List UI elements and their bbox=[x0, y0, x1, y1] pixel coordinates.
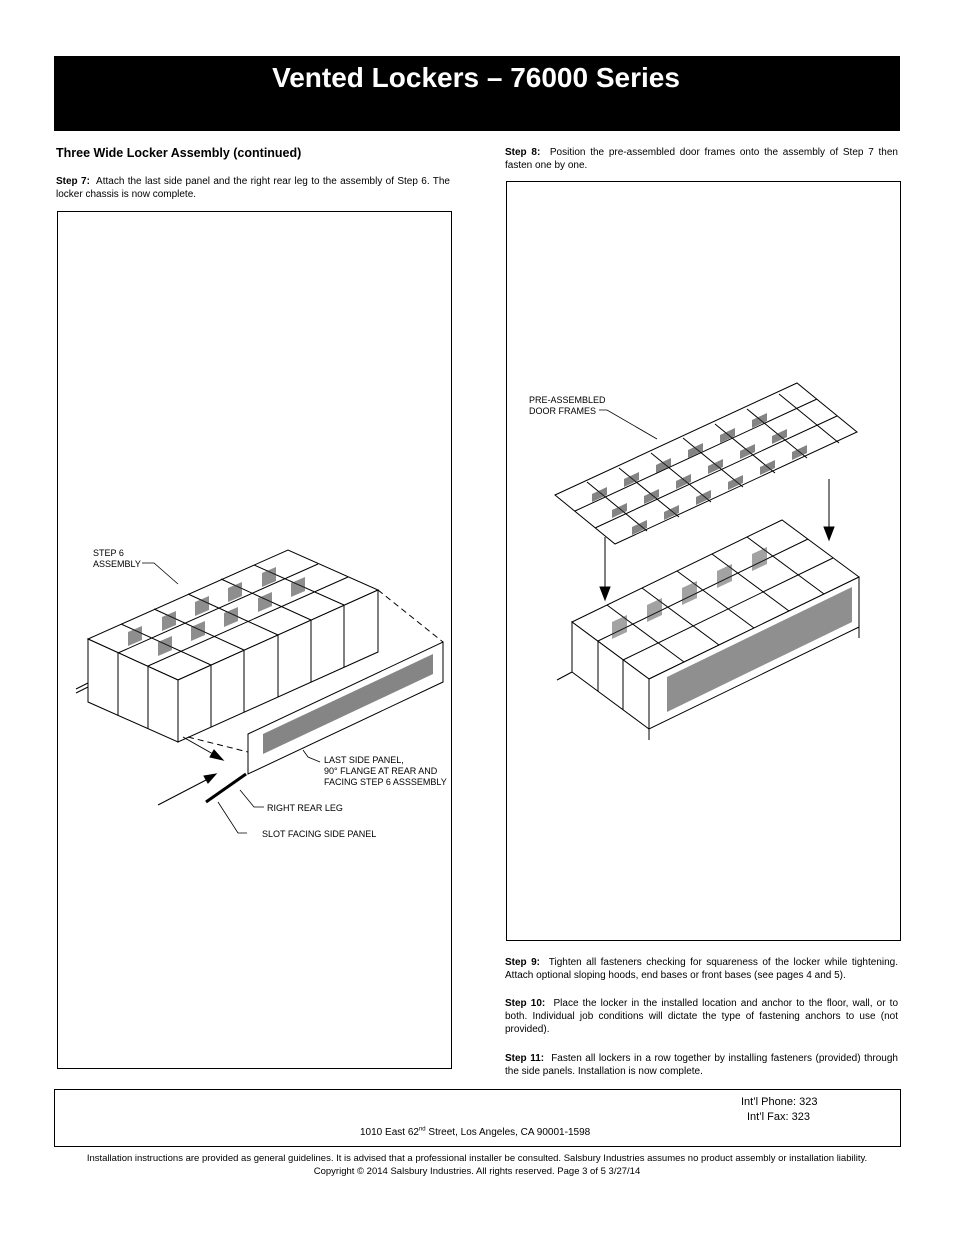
step-7-label: Step 7: bbox=[56, 176, 90, 187]
step-8 bbox=[505, 146, 898, 172]
intl-phone: Int’l Phone: 323 bbox=[741, 1096, 818, 1108]
step8-assembly-drawing bbox=[507, 182, 900, 940]
step-10 bbox=[505, 997, 898, 1036]
step-9-label: Step 9: bbox=[505, 957, 541, 968]
step-10-text: Place the locker in the installed location and anchor to the floor, wall, or to both. Individual job conditions will dictate the type of fastening anchors to use (not provided). bbox=[505, 998, 899, 1035]
address-suffix: nd bbox=[418, 1126, 426, 1133]
step-11-label: Step 11: bbox=[505, 1053, 545, 1064]
address bbox=[360, 1126, 590, 1139]
step-8-text: Position the pre-assembled door frames onto the assembly of Step 7 then fasten one by one. bbox=[505, 147, 898, 171]
step-9-text: Tighten all fasteners checking for squareness of the locker while tightening. Attach optional sloping hoods, end bases or front bases (see pages 4 and 5). bbox=[505, 957, 898, 981]
address-street: 1010 East 62 bbox=[360, 1127, 419, 1138]
page-title: Vented Lockers – 76000 Series bbox=[272, 62, 680, 93]
label-step6-line1: STEP 6 bbox=[93, 548, 124, 558]
section-heading: Three Wide Locker Assembly (continued) bbox=[56, 146, 302, 160]
disclaimer: Installation instructions are provided as general guidelines. It is advised that a professional installer be consulted. Salsbury Industries assumes no product assembly or installation liability. bbox=[86, 1153, 868, 1164]
step-11-text: Fasten all lockers in a row together by installing fasteners (provided) through the side panels. Installation is now complete. bbox=[505, 1053, 898, 1077]
step-10-label: Step 10: bbox=[505, 998, 546, 1009]
label-pre-assembled-line2: DOOR FRAMES bbox=[529, 406, 597, 416]
label-last-panel-line2: 90° FLANGE AT REAR AND bbox=[324, 766, 438, 776]
intl-fax: Int’l Fax: 323 bbox=[747, 1111, 810, 1123]
copyright: Copyright © 2014 Salsbury Industries. All rights reserved. Page 3 of 5 3/27/14 bbox=[313, 1166, 641, 1177]
step-7-text: Attach the last side panel and the right rear leg to the assembly of Step 6. The locker chassis is now complete. bbox=[56, 176, 450, 200]
step-11 bbox=[505, 1052, 898, 1078]
label-last-panel-line1: LAST SIDE PANEL, bbox=[324, 755, 404, 765]
figure-step7 bbox=[57, 211, 452, 1069]
step-7 bbox=[56, 175, 450, 201]
figure-step8 bbox=[506, 181, 901, 941]
step-8-label: Step 8: bbox=[505, 147, 541, 158]
label-pre-assembled-line1: PRE-ASSEMBLED bbox=[529, 395, 606, 405]
label-slot-facing: SLOT FACING SIDE PANEL bbox=[262, 829, 377, 839]
step-9 bbox=[505, 956, 898, 982]
label-step6-line2: ASSEMBLY bbox=[93, 559, 141, 569]
label-right-rear-leg: RIGHT REAR LEG bbox=[267, 803, 343, 813]
step7-assembly-drawing bbox=[58, 212, 451, 1068]
address-city: Street, Los Angeles, CA 90001-1598 bbox=[425, 1127, 591, 1138]
contact-box bbox=[54, 1089, 901, 1147]
label-last-panel-line3: FACING STEP 6 ASSSEMBLY bbox=[324, 777, 447, 787]
